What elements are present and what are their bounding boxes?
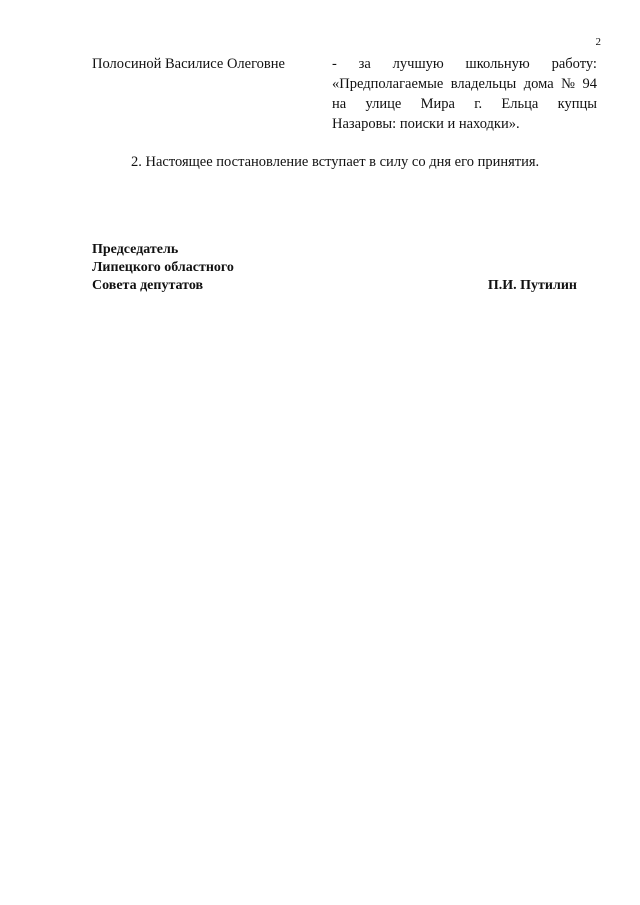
award-description-line xyxy=(332,114,597,134)
effective-clause: 2. Настоящее постановление вступает в силу со дня его принятия. xyxy=(131,154,540,170)
signature-title: Совета депутатов xyxy=(92,278,204,293)
signature-title-line xyxy=(92,241,577,259)
signer-name: П.И. Путилин xyxy=(487,278,577,293)
word: лучшую xyxy=(392,56,444,72)
word: «Предполагаемые xyxy=(332,76,444,92)
signature-block xyxy=(92,241,577,295)
word: № xyxy=(561,76,575,92)
word: - xyxy=(332,56,337,72)
word: улице xyxy=(365,96,402,112)
word: Ельца xyxy=(501,96,539,112)
word: г. xyxy=(474,96,483,112)
word: дома xyxy=(523,76,554,92)
word: владельцы xyxy=(450,76,517,92)
word: Назаровы: поиски и находки». xyxy=(332,116,520,132)
award-description-line xyxy=(332,54,597,74)
signature-title-line xyxy=(92,259,577,277)
award-description-line xyxy=(332,94,597,114)
word: за xyxy=(358,56,371,72)
word: работу: xyxy=(551,56,597,72)
award-description-line xyxy=(332,74,597,94)
page-number: 2 xyxy=(595,36,601,48)
award-recipient: Полосиной Василисе Олеговне xyxy=(92,56,285,72)
signature-title: Председатель xyxy=(92,242,179,257)
word: купцы xyxy=(557,96,597,112)
word: на xyxy=(332,96,347,112)
award-description xyxy=(332,54,597,134)
signature-title-line xyxy=(92,277,577,295)
word: Мира xyxy=(420,96,455,112)
word: 94 xyxy=(582,76,597,92)
word: школьную xyxy=(465,56,530,72)
signature-title: Липецкого областного xyxy=(92,260,234,275)
